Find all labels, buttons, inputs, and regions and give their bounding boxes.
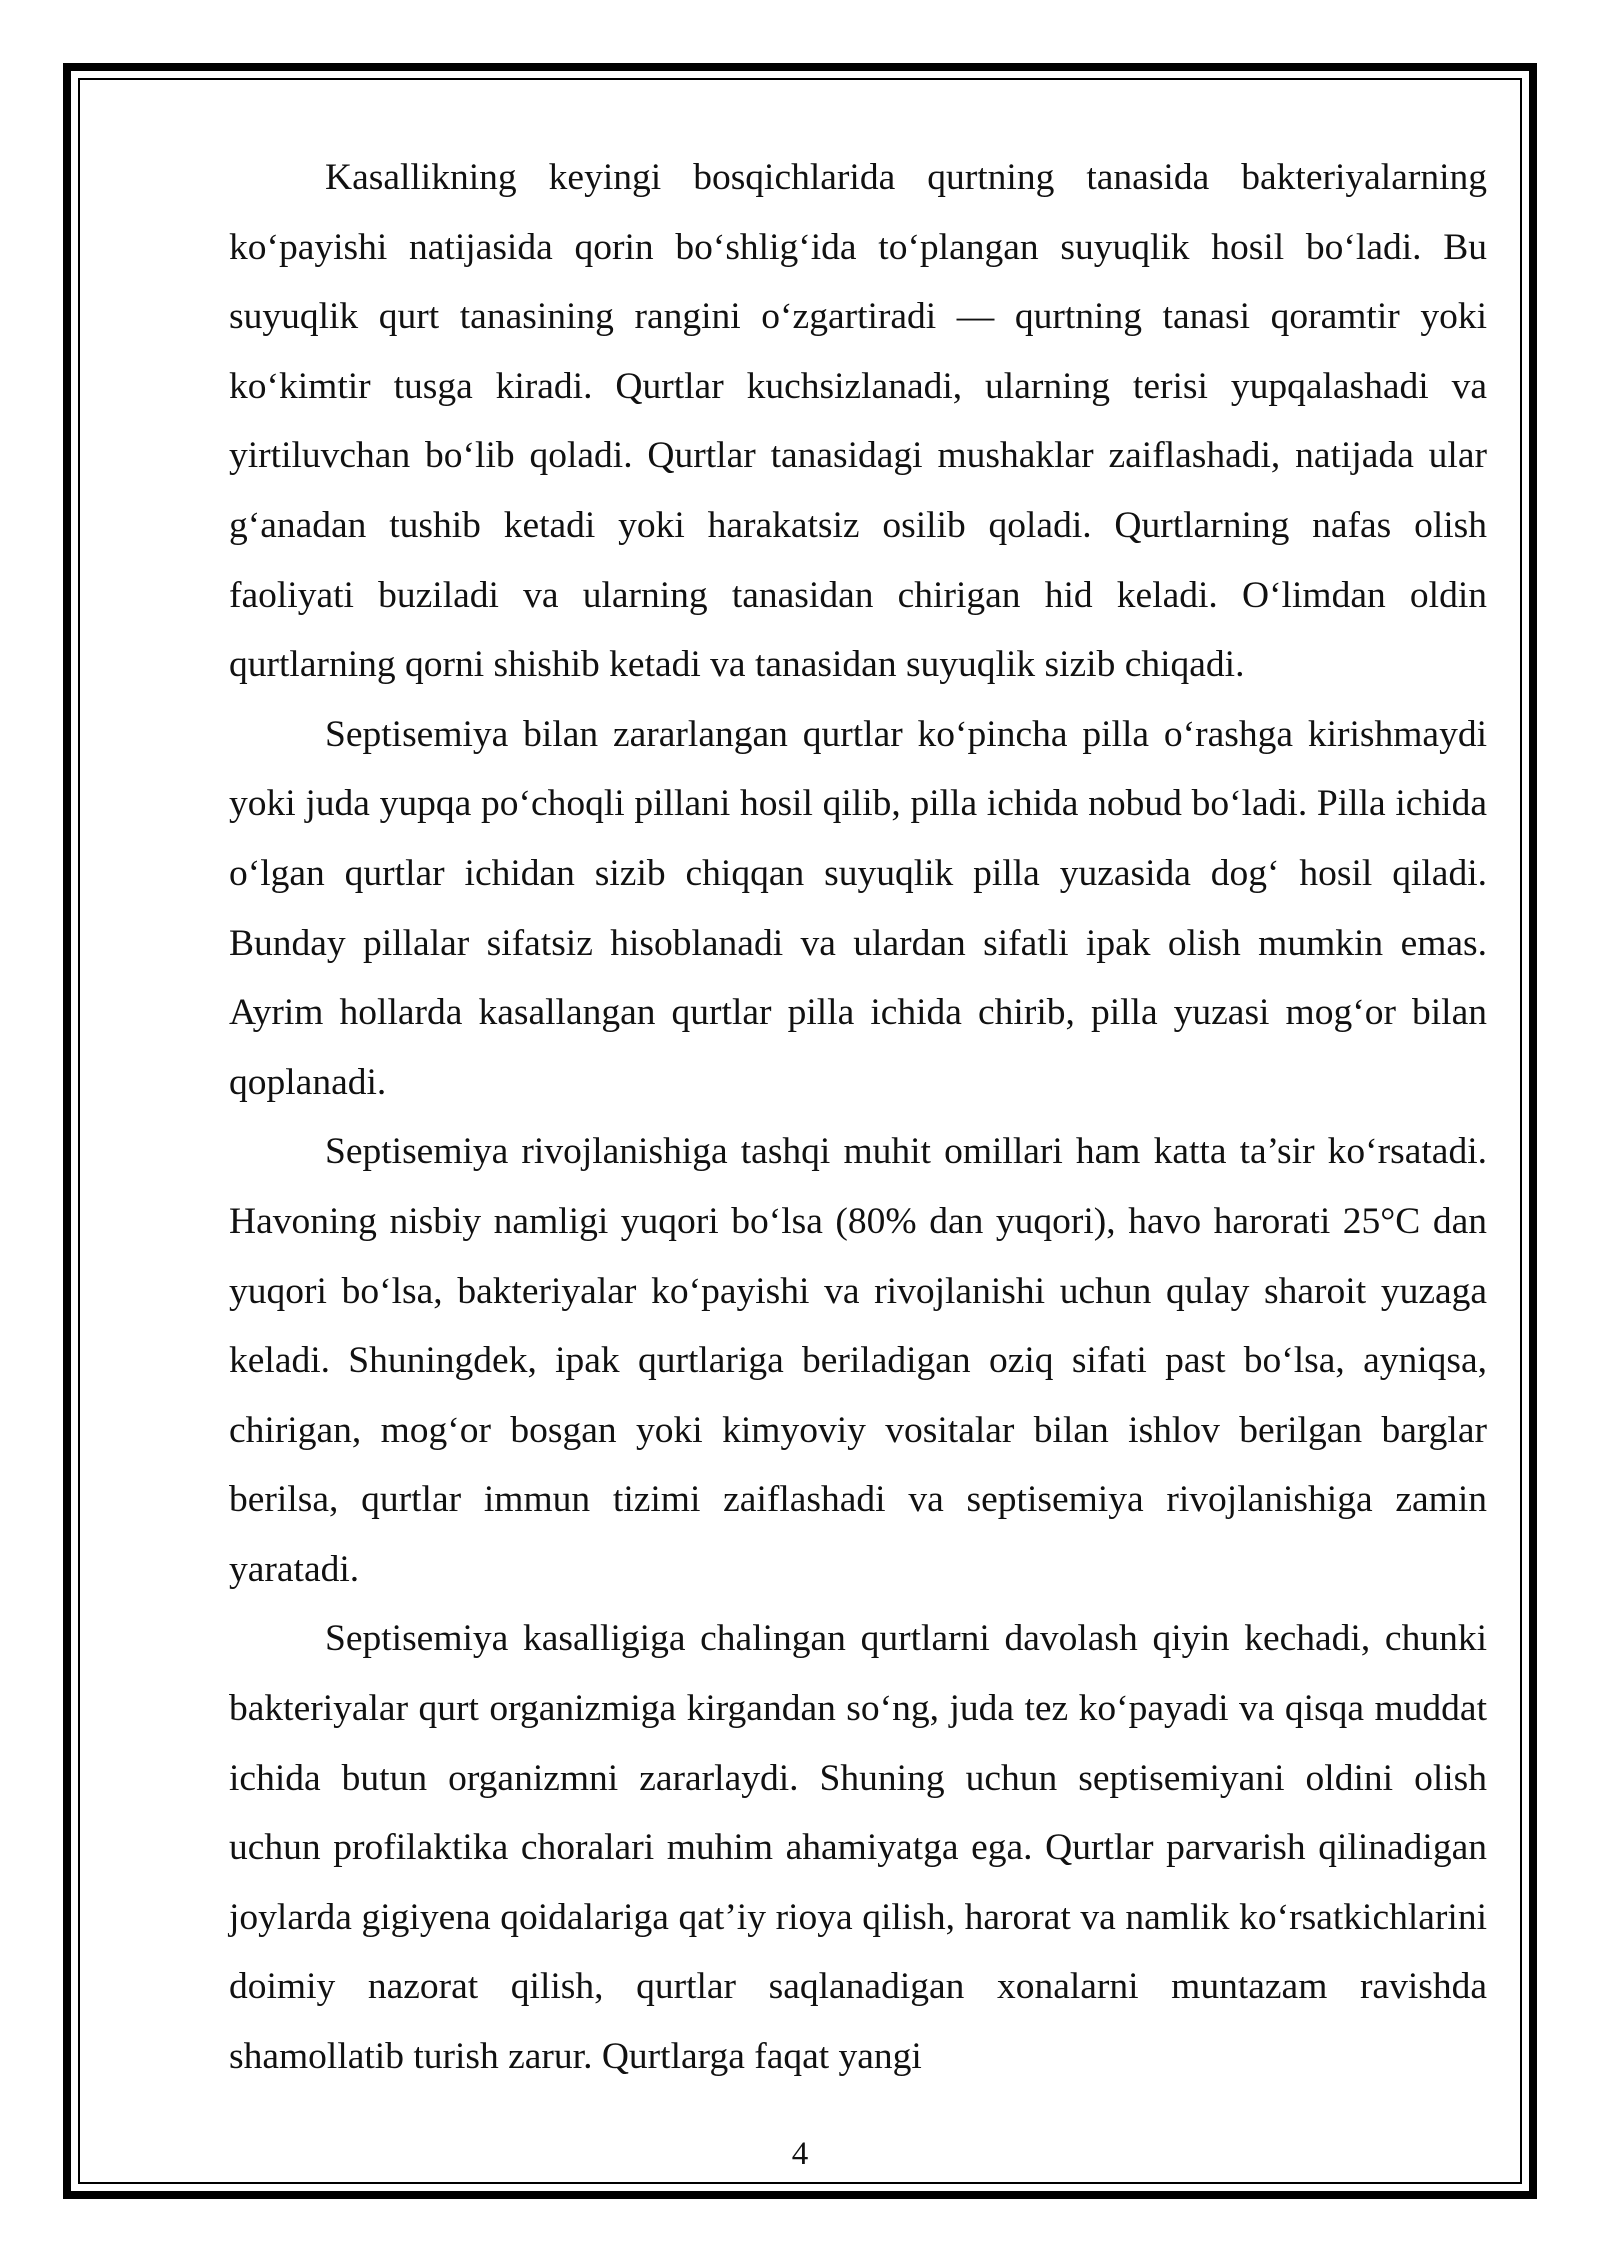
paragraph-3: Septisemiya rivojlanishiga tashqi muhit omillari ham katta ta’sir ko‘rsatadi. Havoning nisbiy namligi yuqori bo‘lsa (80% dan yuqori), havo harorati 25°C dan yuqori bo‘lsa, bakteriyalar ko‘payishi va rivojlanishi uchun qulay sharoit yuzaga keladi. Shuningdek, ipak qurtlariga beriladigan oziq sifati past bo‘lsa, ayniqsa, chirigan, mog‘or bosgan yoki kimyoviy vositalar bilan ishlov berilgan barglar berilsa, qurtlar immun tizimi zaiflashadi va septisemiya rivojlanishiga zamin yaratadi. (229, 1131, 1487, 1590)
paragraph-4: Septisemiya kasalligiga chalingan qurtlarni davolash qiyin kechadi, chunki bakteriyalar qurt organizmiga kirgandan so‘ng, juda tez ko‘payadi va qisqa muddat ichida butun organizmni zararlaydi. Shuning uchun septisemiyani oldini olish uchun profilaktika choralari muhim ahamiyatga ega. Qurtlar parvarish qilinadigan joylarda gigiyena qoidalariga qat’iy rioya qilish, harorat va namlik ko‘rsatkichlarini doimiy nazorat qilish, qurtlar saqlanadigan xonalarni muntazam ravishda shamollatib turish zarur. Qurtlarga faqat yangi (229, 1618, 1487, 2078)
page-number: 4 (791, 2136, 809, 2172)
document-body (229, 143, 1487, 2092)
paragraph-2: Septisemiya bilan zararlangan qurtlar ko‘pincha pilla o‘rashga kirishmaydi yoki juda yupqa po‘choqli pillani hosil qilib, pilla ichida nobud bo‘ladi. Pilla ichida o‘lgan qurtlar ichidan sizib chiqqan suyuqlik pilla yuzasida dog‘ hosil qiladi. Bunday pillalar sifatsiz hisoblanadi va ulardan sifatli ipak olish mumkin emas. Ayrim hollarda kasallangan qurtlar pilla ichida chirib, pilla yuzasi mog‘or bilan qoplanadi. (229, 713, 1487, 1103)
paragraph-1: Kasallikning keyingi bosqichlarida qurtning tanasida bakteriyalarning ko‘payishi natijasida qorin bo‘shlig‘ida to‘plangan suyuqlik hosil bo‘ladi. Bu suyuqlik qurt tanasining rangini o‘zgartiradi — qurtning tanasi qoramtir yoki ko‘kimtir tusga kiradi. Qurtlar kuchsizlanadi, ularning terisi yupqalashadi va yirtiluvchan bo‘lib qoladi. Qurtlar tanasidagi mushaklar zaiflashadi, natijada ular g‘anadan tushib ketadi yoki harakatsiz osilib qoladi. Qurtlarning nafas olish faoliyati buziladi va ularning tanasidan chirigan hid keladi. O‘limdan oldin qurtlarning qorni shishib ketadi va tanasidan suyuqlik sizib chiqadi. (229, 157, 1487, 686)
